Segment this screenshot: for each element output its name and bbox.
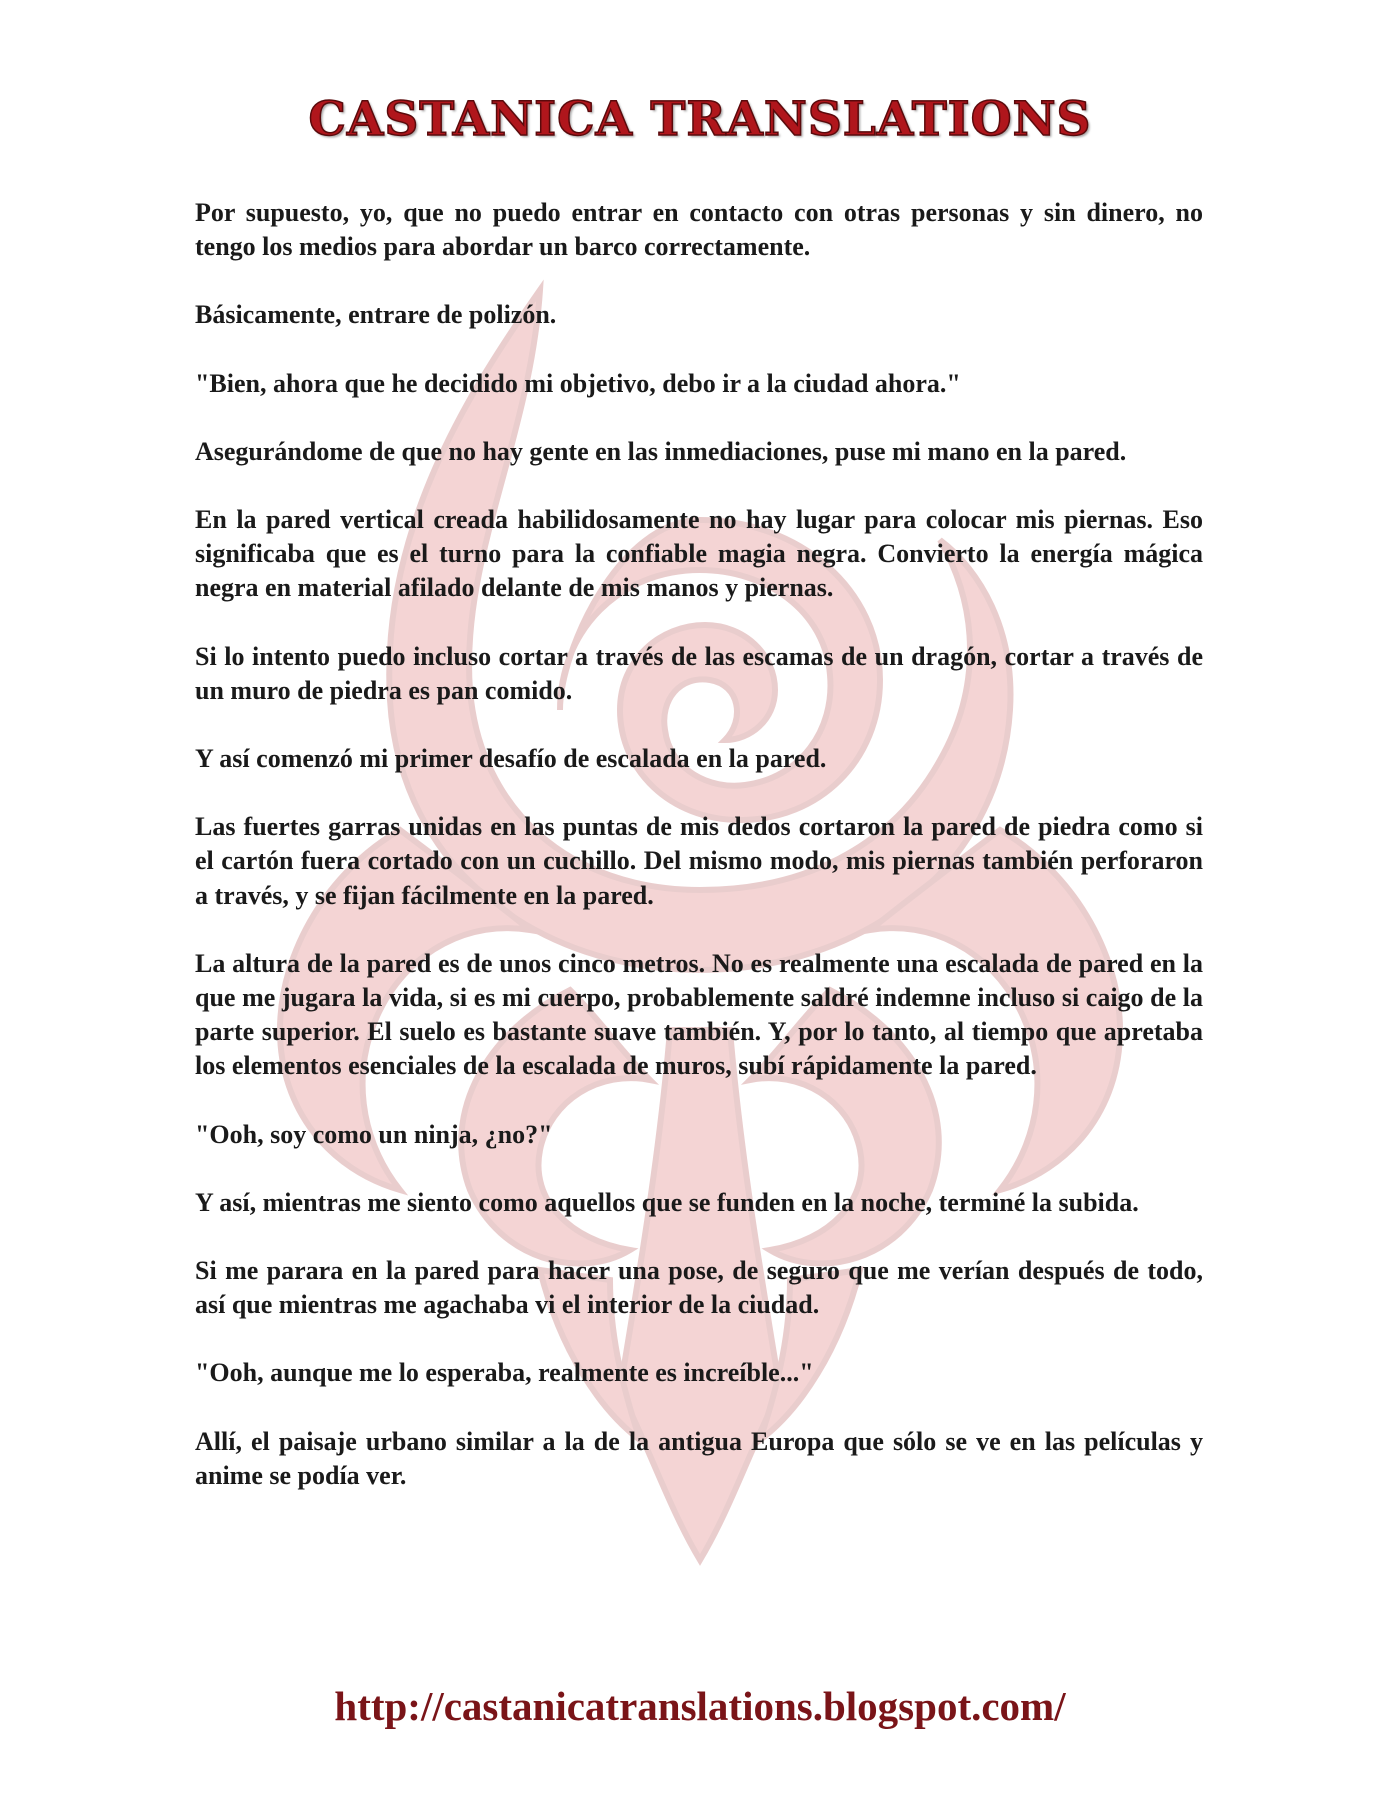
paragraph: Las fuertes garras unidas en las puntas de mis dedos cortaron la pared de piedra como si el cartón fuera cortado con un cuchillo. Del mismo modo, mis piernas también perforaron a través, y se fijan fácilmente en la pared. [195,812,1203,910]
paragraph: Y así comenzó mi primer desafío de escalada en la pared. [195,744,827,774]
footer-url-link[interactable]: http://castanicatranslations.blogspot.com/ [334,1683,1066,1729]
paragraph: La altura de la pared es de unos cinco metros. No es realmente una escalada de pared en la que me jugara la vida, si es mi cuerpo, probablemente saldré indemne incluso si caigo de la parte superior. El suelo es bastante suave también. Y, por lo tanto, al tiempo que apretaba los elementos esenciales de la escalada de muros, subí rápidamente la pared. [195,948,1203,1081]
paragraph: "Bien, ahora que he decidido mi objetivo, debo ir a la ciudad ahora." [195,368,961,398]
paragraph: Si me parara en la pared para hacer una pose, de seguro que me verían después de todo, así que mientras me agachaba vi el interior de la ciudad. [195,1256,1203,1320]
paragraph: Y así, mientras me siento como aquellos que se funden en la noche, terminé la subida. [195,1187,1139,1217]
document-body [195,196,1203,1527]
page-title: CASTANICA TRANSLATIONS [308,92,1092,147]
paragraph: "Ooh, soy como un ninja, ¿no?" [195,1119,553,1149]
paragraph: "Ooh, aunque me lo esperaba, realmente es increíble..." [195,1358,814,1388]
paragraph: Por supuesto, yo, que no puedo entrar en contacto con otras personas y sin dinero, no tengo los medios para abordar un barco correctamente. [195,198,1203,262]
paragraph: Allí, el paisaje urbano similar a la de la antigua Europa que sólo se ve en las películas y anime se podía ver. [195,1426,1203,1490]
paragraph: Asegurándome de que no hay gente en las inmediaciones, puse mi mano en la pared. [195,436,1127,466]
paragraph: Básicamente, entrare de polizón. [195,300,557,330]
paragraph: En la pared vertical creada habilidosamente no hay lugar para colocar mis piernas. Eso significaba que es el turno para la confiable magia negra. Convierto la energía mágica negra en material afilado delante de mis manos y piernas. [195,505,1203,603]
paragraph: Si lo intento puedo incluso cortar a través de las escamas de un dragón, cortar a través de un muro de piedra es pan comido. [195,641,1203,705]
